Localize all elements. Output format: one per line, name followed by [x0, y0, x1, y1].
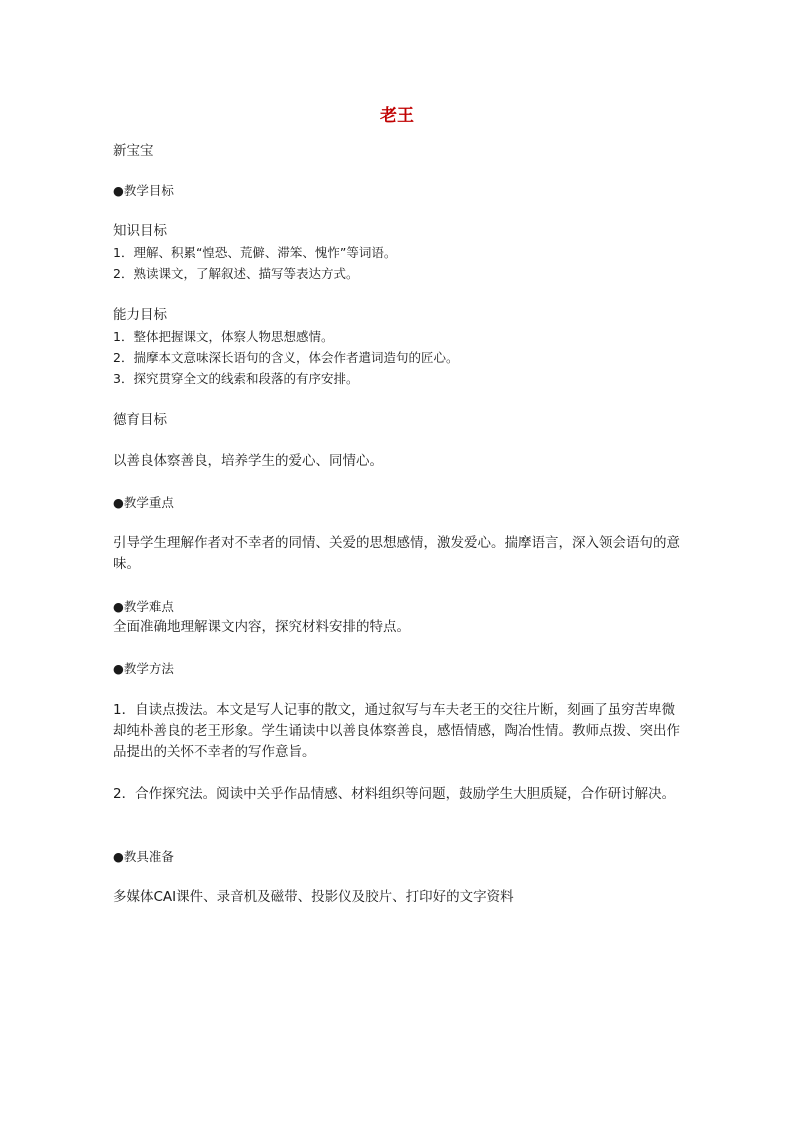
- document-title: 老王: [380, 106, 414, 126]
- tools-text: 多媒体CAI课件、录音机及磁带、投影仪及胶片、打印好的文字资料: [113, 889, 514, 905]
- section-heading-tools: ●教具准备: [113, 849, 174, 864]
- moral-goal-title: 德育目标: [113, 412, 167, 428]
- key-points-text: 引导学生理解作者对不幸者的同情、关爱的思想感情，激发爱心。揣摩语言，深入领会语句的意味。: [113, 535, 680, 572]
- method-item: 2．合作探究法。阅读中关乎作品情感、材料组织等问题，鼓励学生大胆质疑，合作研讨解决。: [113, 786, 676, 802]
- knowledge-goal-item: 2．熟读课文，了解叙述、描写等表达方式。: [113, 266, 359, 281]
- knowledge-goal-title: 知识目标: [113, 223, 167, 239]
- ability-goal-item: 3．探究贯穿全文的线索和段落的有序安排。: [113, 371, 359, 386]
- moral-goal-text: 以善良体察善良，培养学生的爱心、同情心。: [113, 453, 383, 469]
- section-heading-key-points: ●教学重点: [113, 495, 174, 510]
- section-heading-difficulties: ●教学难点: [113, 599, 174, 614]
- section-heading-goals: ●教学目标: [113, 183, 174, 198]
- section-heading-methods: ●教学方法: [113, 661, 174, 676]
- knowledge-goal-item: 1．理解、积累“惶恐、荒僻、滞笨、愧怍”等词语。: [113, 245, 397, 260]
- method-item: 1．自读点拨法。本文是写人记事的散文，通过叙写与车夫老王的交往片断，刻画了虽穷苦卑微却纯朴善良的老王形象。学生诵读中以善良体察善良，感悟情感，陶冶性情。教师点拨、突出作品提出的关怀不幸者的写作意旨。: [113, 702, 680, 760]
- difficulties-text: 全面准确地理解课文内容，探究材料安排的特点。: [113, 619, 410, 635]
- author: 新宝宝: [113, 143, 154, 159]
- ability-goal-item: 2．揣摩本文意味深长语句的含义，体会作者遣词造句的匠心。: [113, 350, 459, 365]
- ability-goal-item: 1．整体把握课文，体察人物思想感情。: [113, 329, 334, 344]
- ability-goal-title: 能力目标: [113, 307, 167, 323]
